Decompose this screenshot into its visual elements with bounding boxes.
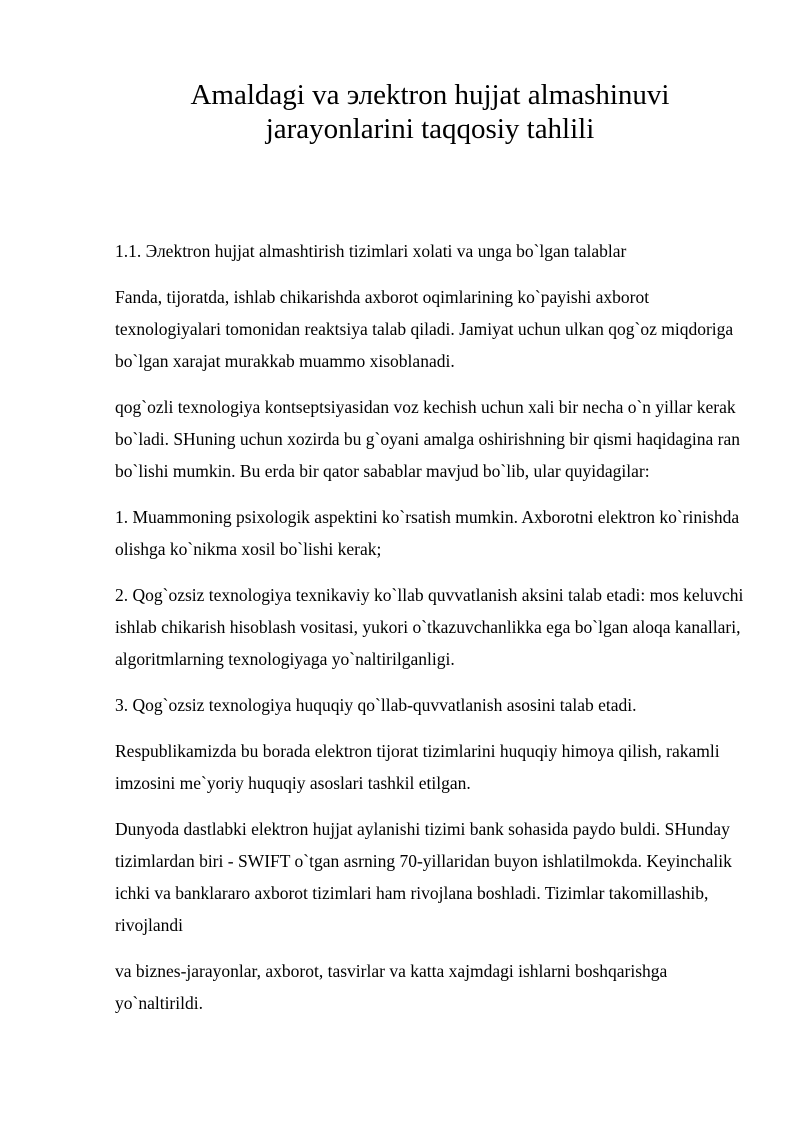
paragraph-3: Respublikamizda bu borada elektron tijorat tizimlarini huquqiy himoya qilish, rakamli imzosini me`yoriy huquqiy asoslari tashkil etilgan. — [115, 741, 720, 793]
paragraph-5: va biznes-jarayonlar, axborot, tasvirlar va katta xajmdagi ishlarni boshqarishga yo`naltirildi. — [115, 961, 668, 1013]
section-heading: 1.1. Элektron hujjat almashtirish tizimlari xolati va unga bo`lgan talablar — [115, 241, 627, 261]
paragraph-1: Fanda, tijoratda, ishlab chikarishda axborot oqimlarining ko`payishi axborot texnologiyalari tomonidan reaktsiya talab qiladi. Jamiyat uchun ulkan qog`oz miqdoriga bo`lgan xarajat murakkab muammo xisoblanadi. — [115, 287, 734, 371]
list-item-1: 1. Muammoning psixologik aspektini ko`rsatish mumkin. Axborotni elektron ko`rinishda olishga ko`nikma xosil bo`lishi kerak; — [115, 507, 740, 559]
document-title — [140, 78, 720, 146]
paragraph-2: qog`ozli texnologiya kontseptsiyasidan voz kechish uchun xali bir necha o`n yillar kerak bo`ladi. SHuning uchun xozirda bu g`oyani amalga oshirishning bir qismi haqidagina ran bo`lishi mumkin. Bu erda bir qator sabablar mavjud bo`lib, ular quyidagilar: — [115, 397, 741, 481]
list-item-3: 3. Qog`ozsiz texnologiya huquqiy qo`llab-quvvatlanish asosini talab etadi. — [115, 695, 637, 715]
title-line-2: jarayonlarini taqqosiy tahlili — [265, 113, 595, 145]
document-body — [115, 235, 745, 1033]
title-line-1: Amaldagi va элektron hujjat almashinuvi — [190, 79, 670, 111]
paragraph-4: Dunyoda dastlabki elektron hujjat aylanishi tizimi bank sohasida paydo buldi. SHunday tizimlardan biri - SWIFT o`tgan asrning 70-yillaridan buyon ishlatilmokda. Keyinchalik ichki va banklararo axborot tizimlari ham rivojlana boshladi. Tizimlar takomillashib, rivojlandi — [115, 819, 732, 935]
list-item-2: 2. Qog`ozsiz texnologiya texnikaviy ko`llab quvvatlanish aksini talab etadi: mos keluvchi ishlab chikarish hisoblash vositasi, yukori o`tkazuvchanlikka ega bo`lgan aloqa kanallari, algoritmlarning texnologiyaga yo`naltirilganligi. — [115, 585, 744, 669]
